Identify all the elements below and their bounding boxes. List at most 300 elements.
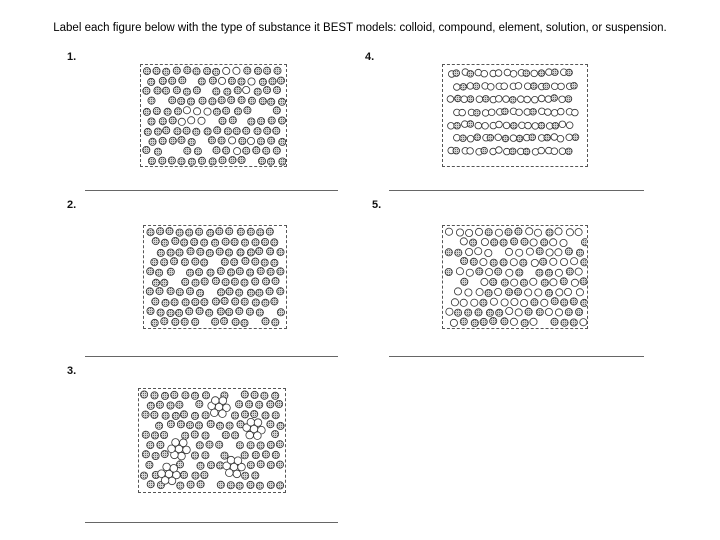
open-particle: [546, 249, 553, 256]
shaded-particle: [196, 228, 203, 235]
shaded-particle: [241, 298, 248, 305]
shaded-particle: [151, 411, 158, 418]
shaded-particle: [151, 392, 158, 399]
shaded-particle: [455, 95, 462, 102]
open-particle: [204, 108, 211, 115]
shaded-particle: [252, 472, 259, 479]
shaded-particle: [176, 229, 183, 236]
shaded-particle: [483, 96, 490, 103]
shaded-particle: [178, 158, 185, 165]
open-cluster-particle: [158, 470, 166, 478]
open-particle: [559, 148, 566, 155]
shaded-particle: [467, 121, 474, 128]
open-particle: [530, 239, 537, 246]
shaded-particle: [219, 157, 226, 164]
shaded-particle: [272, 392, 279, 399]
shaded-particle: [207, 269, 214, 276]
open-particle: [465, 289, 472, 296]
shaded-particle: [565, 96, 572, 103]
shaded-particle: [243, 127, 250, 134]
shaded-particle: [154, 87, 161, 94]
open-particle: [490, 298, 497, 305]
shaded-particle: [176, 249, 183, 256]
worksheet-instructions: Label each figure below with the type of substance it BEST models: colloid, compound, element, solution, or suspension.: [53, 22, 667, 34]
shaded-particle: [152, 238, 159, 245]
open-particle: [551, 148, 558, 155]
open-cluster-particle: [234, 457, 242, 465]
shaded-particle: [197, 481, 204, 488]
shaded-particle: [241, 239, 248, 246]
open-particle: [505, 248, 512, 255]
shaded-particle: [187, 248, 194, 255]
shaded-particle: [217, 289, 224, 296]
shaded-particle: [192, 318, 199, 325]
shaded-particle: [486, 309, 493, 316]
shaded-particle: [212, 298, 219, 305]
shaded-particle: [505, 229, 512, 236]
shaded-particle: [445, 268, 452, 275]
shaded-particle: [191, 452, 198, 459]
shaded-particle: [232, 298, 239, 305]
shaded-particle: [236, 289, 243, 296]
shaded-particle: [530, 109, 537, 116]
shaded-particle: [256, 482, 263, 489]
open-particle: [545, 109, 552, 116]
shaded-particle: [246, 308, 253, 315]
shaded-particle: [268, 98, 275, 105]
shaded-particle: [180, 411, 187, 418]
shaded-particle: [500, 239, 507, 246]
shaded-particle: [262, 299, 269, 306]
shaded-particle: [475, 309, 482, 316]
open-particle: [476, 289, 483, 296]
figure-5-number: 5.: [372, 199, 382, 211]
open-particle: [178, 118, 185, 125]
shaded-particle: [141, 391, 148, 398]
shaded-particle: [267, 421, 274, 428]
shaded-particle: [545, 289, 552, 296]
shaded-particle: [159, 157, 166, 164]
shaded-particle: [146, 288, 153, 295]
shaded-particle: [226, 422, 233, 429]
shaded-particle: [552, 122, 559, 129]
shaded-particle: [227, 482, 234, 489]
shaded-particle: [153, 67, 160, 74]
shaded-particle: [262, 412, 269, 419]
shaded-particle: [277, 422, 284, 429]
shaded-particle: [169, 137, 176, 144]
shaded-particle: [485, 289, 492, 296]
open-cluster-particle: [168, 477, 176, 485]
shaded-particle: [152, 279, 159, 286]
shaded-particle: [581, 239, 587, 246]
figure-1-answer-line[interactable]: [85, 190, 338, 191]
open-particle: [461, 96, 468, 103]
open-particle: [445, 228, 452, 235]
shaded-particle: [162, 412, 169, 419]
figure-1-particle-model: [140, 64, 287, 167]
open-particle: [495, 229, 502, 236]
shaded-particle: [581, 259, 587, 266]
shaded-particle: [152, 452, 159, 459]
shaded-particle: [254, 128, 261, 135]
shaded-particle: [460, 318, 467, 325]
open-particle: [456, 268, 463, 275]
shaded-particle: [473, 83, 480, 90]
shaded-particle: [186, 229, 193, 236]
figure-5-answer-line[interactable]: [389, 356, 644, 357]
shaded-particle: [202, 452, 209, 459]
shaded-particle: [202, 412, 209, 419]
open-cluster-particle: [254, 419, 262, 427]
open-particle: [488, 109, 495, 116]
shaded-particle: [254, 67, 261, 74]
shaded-particle: [239, 137, 246, 144]
shaded-particle: [202, 432, 209, 439]
shaded-particle: [176, 309, 183, 316]
shaded-particle: [207, 420, 214, 427]
open-particle: [550, 239, 557, 246]
shaded-particle: [276, 441, 283, 448]
shaded-particle: [214, 127, 221, 134]
shaded-particle: [188, 158, 195, 165]
shaded-particle: [216, 248, 223, 255]
open-particle: [566, 122, 573, 129]
shaded-particle: [143, 68, 150, 75]
open-particle: [243, 86, 250, 93]
figure-4-number: 4.: [365, 51, 375, 63]
shaded-particle: [184, 67, 191, 74]
shaded-particle: [194, 148, 201, 155]
shaded-particle: [201, 471, 208, 478]
shaded-particle: [502, 135, 509, 142]
open-cluster-particle: [211, 409, 219, 417]
shaded-particle: [258, 157, 265, 164]
shaded-particle: [202, 392, 209, 399]
shaded-particle: [257, 138, 264, 145]
shaded-particle: [278, 98, 285, 105]
shaded-particle: [196, 307, 203, 314]
shaded-particle: [159, 77, 166, 84]
figure-3-particle-model: [138, 388, 286, 493]
open-particle: [481, 238, 488, 245]
open-particle: [555, 228, 562, 235]
shaded-particle: [495, 268, 502, 275]
open-particle: [198, 117, 205, 124]
shaded-particle: [180, 471, 187, 478]
shaded-particle: [263, 147, 270, 154]
shaded-particle: [267, 401, 274, 408]
shaded-particle: [277, 249, 284, 256]
shaded-particle: [157, 228, 164, 235]
shaded-particle: [246, 401, 253, 408]
shaded-particle: [487, 134, 494, 141]
shaded-particle: [156, 422, 163, 429]
shaded-particle: [501, 279, 508, 286]
open-particle: [559, 96, 566, 103]
open-cluster-particle: [172, 439, 180, 447]
shaded-particle: [196, 401, 203, 408]
shaded-particle: [217, 308, 224, 315]
shaded-particle: [258, 118, 265, 125]
figure-3-answer-line[interactable]: [85, 522, 338, 523]
shaded-particle: [172, 318, 179, 325]
shaded-particle: [505, 289, 512, 296]
shaded-particle: [474, 110, 481, 117]
shaded-particle: [453, 70, 460, 77]
shaded-particle: [193, 87, 200, 94]
shaded-particle: [271, 298, 278, 305]
open-particle: [504, 69, 511, 76]
shaded-particle: [272, 451, 279, 458]
shaded-particle: [201, 259, 208, 266]
open-particle: [467, 135, 474, 142]
shaded-particle: [244, 107, 251, 114]
shaded-particle: [176, 401, 183, 408]
shaded-particle: [565, 309, 572, 316]
shaded-particle: [232, 432, 239, 439]
shaded-particle: [213, 108, 220, 115]
shaded-particle: [218, 97, 225, 104]
shaded-particle: [171, 299, 178, 306]
shaded-particle: [167, 268, 174, 275]
shaded-particle: [263, 87, 270, 94]
shaded-particle: [234, 108, 241, 115]
shaded-particle: [162, 87, 169, 94]
open-particle: [531, 259, 538, 266]
shaded-particle: [581, 299, 587, 306]
shaded-particle: [154, 148, 161, 155]
open-particle: [480, 259, 487, 266]
shaded-particle: [509, 148, 516, 155]
open-particle: [454, 84, 461, 91]
shaded-particle: [262, 318, 269, 325]
shaded-particle: [257, 461, 264, 468]
shaded-particle: [181, 239, 188, 246]
shaded-particle: [268, 137, 275, 144]
shaded-particle: [192, 279, 199, 286]
shaded-particle: [247, 462, 254, 469]
open-particle: [496, 147, 503, 154]
shaded-particle: [186, 269, 193, 276]
shaded-particle: [181, 318, 188, 325]
shaded-particle: [209, 98, 216, 105]
shaded-particle: [142, 451, 149, 458]
shaded-particle: [186, 422, 193, 429]
shaded-particle: [151, 432, 158, 439]
shaded-particle: [576, 249, 583, 256]
shaded-particle: [272, 412, 279, 419]
shaded-particle: [572, 134, 579, 141]
shaded-particle: [161, 239, 168, 246]
shaded-particle: [157, 249, 164, 256]
figure-2-number: 2.: [67, 199, 77, 211]
shaded-particle: [192, 258, 199, 265]
shaded-particle: [231, 412, 238, 419]
shaded-particle: [238, 156, 245, 163]
shaded-particle: [571, 82, 578, 89]
shaded-particle: [510, 97, 517, 104]
shaded-particle: [221, 297, 228, 304]
shaded-particle: [546, 229, 553, 236]
shaded-particle: [247, 249, 254, 256]
open-particle: [515, 83, 522, 90]
shaded-particle: [191, 431, 198, 438]
open-particle: [248, 78, 255, 85]
open-particle: [510, 71, 517, 78]
shaded-particle: [198, 157, 205, 164]
shaded-particle: [455, 249, 462, 256]
open-particle: [519, 122, 526, 129]
shaded-particle: [178, 97, 185, 104]
shaded-particle: [181, 259, 188, 266]
shaded-particle: [251, 411, 258, 418]
shaded-particle: [159, 118, 166, 125]
shaded-particle: [153, 107, 160, 114]
shaded-particle: [182, 392, 189, 399]
shaded-particle: [204, 67, 211, 74]
shaded-particle: [191, 412, 198, 419]
shaded-particle: [541, 239, 548, 246]
shaded-particle: [193, 68, 200, 75]
open-cluster-particle: [247, 418, 255, 426]
shaded-particle: [242, 257, 249, 264]
shaded-particle: [279, 138, 286, 145]
shaded-particle: [272, 431, 279, 438]
open-particle: [466, 229, 473, 236]
shaded-particle: [147, 442, 154, 449]
open-particle: [467, 148, 474, 155]
shaded-particle: [216, 441, 223, 448]
open-particle: [223, 67, 230, 74]
open-particle: [580, 319, 587, 326]
shaded-particle: [257, 442, 264, 449]
shaded-particle: [187, 481, 194, 488]
shaded-particle: [167, 288, 174, 295]
shaded-particle: [222, 279, 229, 286]
shaded-particle: [271, 259, 278, 266]
shaded-particle: [460, 84, 467, 91]
open-cluster-particle: [227, 456, 235, 464]
shaded-particle: [252, 278, 259, 285]
shaded-particle: [146, 461, 153, 468]
open-particle: [475, 248, 482, 255]
open-particle: [566, 229, 573, 236]
open-particle: [229, 137, 236, 144]
open-particle: [476, 96, 483, 103]
open-cluster-particle: [226, 469, 234, 477]
shaded-particle: [252, 239, 259, 246]
shaded-particle: [561, 299, 568, 306]
open-particle: [456, 229, 463, 236]
shaded-particle: [515, 288, 522, 295]
shaded-particle: [169, 77, 176, 84]
open-particle: [510, 135, 517, 142]
shaded-particle: [204, 128, 211, 135]
shaded-particle: [531, 299, 538, 306]
shaded-particle: [192, 298, 199, 305]
shaded-particle: [455, 309, 462, 316]
open-particle: [495, 70, 502, 77]
shaded-particle: [191, 392, 198, 399]
shaded-particle: [511, 238, 518, 245]
shaded-particle: [231, 278, 238, 285]
shaded-particle: [267, 461, 274, 468]
shaded-particle: [461, 257, 468, 264]
open-particle: [506, 269, 513, 276]
shaded-particle: [228, 97, 235, 104]
figure-2-answer-line[interactable]: [85, 356, 338, 357]
shaded-particle: [257, 268, 264, 275]
shaded-particle: [147, 402, 154, 409]
shaded-particle: [148, 118, 155, 125]
shaded-particle: [273, 87, 280, 94]
shaded-particle: [191, 238, 198, 245]
shaded-particle: [465, 309, 472, 316]
shaded-particle: [274, 67, 281, 74]
open-particle: [446, 308, 453, 315]
open-particle: [555, 249, 562, 256]
shaded-particle: [262, 451, 269, 458]
shaded-particle: [237, 249, 244, 256]
open-particle: [234, 148, 241, 155]
shaded-particle: [217, 481, 224, 488]
shaded-particle: [143, 146, 150, 153]
open-particle: [475, 69, 482, 76]
shaded-particle: [241, 279, 248, 286]
shaded-particle: [540, 258, 547, 265]
shaded-particle: [545, 269, 552, 276]
shaded-particle: [241, 319, 248, 326]
shaded-particle: [264, 127, 271, 134]
open-particle: [183, 107, 190, 114]
shaded-particle: [236, 268, 243, 275]
shaded-particle: [264, 67, 271, 74]
shaded-particle: [247, 228, 254, 235]
shaded-particle: [552, 69, 559, 76]
open-particle: [571, 258, 578, 265]
shaded-particle: [171, 258, 178, 265]
open-particle: [495, 134, 502, 141]
figure-4-answer-line[interactable]: [389, 190, 644, 191]
open-particle: [511, 298, 518, 305]
shaded-particle: [541, 279, 548, 286]
shaded-particle: [197, 462, 204, 469]
shaded-particle: [496, 309, 503, 316]
figure-4-particle-model: [442, 64, 588, 167]
shaded-particle: [236, 442, 243, 449]
open-particle: [510, 318, 517, 325]
shaded-particle: [256, 401, 263, 408]
shaded-particle: [515, 228, 522, 235]
shaded-particle: [222, 238, 229, 245]
open-particle: [555, 309, 562, 316]
shaded-particle: [174, 108, 181, 115]
shaded-particle: [261, 259, 268, 266]
open-particle: [531, 70, 538, 77]
shaded-particle: [538, 70, 545, 77]
shaded-particle: [267, 481, 274, 488]
shaded-particle: [481, 147, 488, 154]
shaded-particle: [219, 117, 226, 124]
shaded-particle: [186, 308, 193, 315]
shaded-particle: [184, 147, 191, 154]
shaded-particle: [453, 147, 460, 154]
shaded-particle: [212, 318, 219, 325]
shaded-particle: [140, 472, 147, 479]
shaded-particle: [576, 308, 583, 315]
open-particle: [524, 96, 531, 103]
